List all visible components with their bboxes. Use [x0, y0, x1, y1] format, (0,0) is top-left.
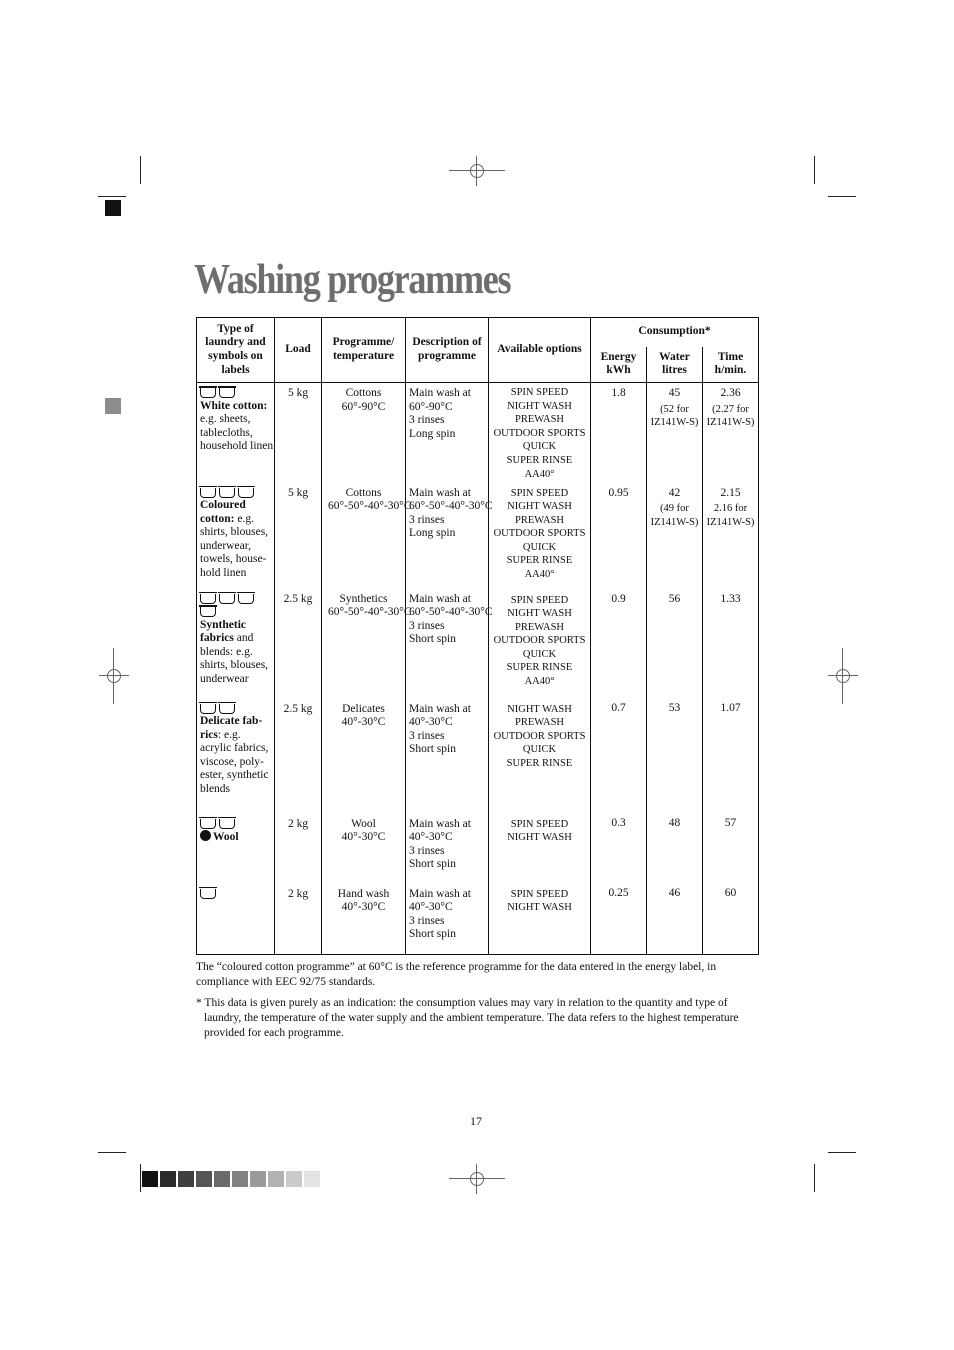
water-value: 42 [668, 486, 681, 499]
water-value: 45 [668, 387, 681, 399]
option-item: OUTDOOR SPORTS [493, 427, 586, 439]
cell-time: 60 [703, 885, 759, 955]
option-item: SPIN SPEED [510, 888, 569, 900]
header-load: Load [275, 318, 322, 383]
option-item: SPIN SPEED [510, 594, 569, 606]
wash-symbols-icon [200, 817, 274, 831]
option-item: SUPER RINSE [506, 757, 573, 769]
option-item: NIGHT WASH [507, 902, 572, 914]
cell-type [197, 815, 275, 885]
header-energy: Energy kWh [591, 347, 647, 383]
option-item: NIGHT WASH [507, 832, 572, 844]
cell-water: 46 [647, 885, 703, 955]
option-item: AA40° [524, 569, 555, 581]
cell-options [489, 590, 591, 700]
wash-symbols-icon [200, 386, 274, 400]
cell-energy: 0.7 [591, 700, 647, 815]
crop-mark [828, 1152, 856, 1153]
cell-programme: Cottons 60°-50°-40°-30°C [322, 484, 406, 590]
option-item: AA40° [524, 676, 555, 688]
cell-type [197, 484, 275, 590]
cell-programme: Cottons 60°-90°C [322, 383, 406, 484]
header-type: Type of laundry and symbols on labels [197, 318, 275, 383]
table-row [197, 885, 759, 955]
cell-energy: 0.25 [591, 885, 647, 955]
programmes-table [196, 317, 759, 955]
cell-time: 1.07 [703, 700, 759, 815]
reference-note: The “coloured cotton programme” at 60°C is the reference programme for the data entered in the energy label, in compliance with EEC 92/75 standards. [196, 961, 717, 988]
footnote: * This data is given purely as an indication: the consumption values may vary in relation to the quantity and type of laundry, the temperature of the water supply and the ambient temperature. The data refers to the highest temperature provided for each programme. [196, 997, 739, 1039]
type-bold: Wool [213, 831, 239, 844]
header-description: Description of programme [406, 318, 489, 383]
cell-water: 53 [647, 700, 703, 815]
crop-mark [828, 196, 856, 197]
table-row [197, 700, 759, 815]
option-item: QUICK [522, 648, 557, 660]
cell-type [197, 590, 275, 700]
option-item: SPIN SPEED [510, 387, 569, 398]
crop-mark [98, 1152, 126, 1153]
cell-options [489, 383, 591, 484]
cell-load: 2 kg [275, 885, 322, 955]
cell-time: 1.33 [703, 590, 759, 700]
water-note: (49 for IZ141W-S) [650, 503, 699, 528]
type-bold: White cotton: [200, 399, 268, 412]
cell-water: 56 [647, 590, 703, 700]
water-note: (52 for IZ141W-S) [650, 403, 699, 429]
cell-energy: 1.8 [591, 383, 647, 484]
cell-load: 2.5 kg [275, 700, 322, 815]
color-swatch [142, 1171, 158, 1187]
cell-energy: 0.95 [591, 484, 647, 590]
cell-description: Main wash at 40°-30°C 3 rinses Short spin [406, 700, 489, 815]
type-bold: Coloured cotton: [200, 499, 246, 525]
cell-programme: Synthetics 60°-50°-40°-30°C [322, 590, 406, 700]
time-value: 2.15 [720, 486, 741, 499]
cell-load: 2 kg [275, 815, 322, 885]
color-swatch [178, 1171, 194, 1187]
hand-wash-icon [200, 887, 274, 901]
cell-type [197, 885, 275, 955]
cell-time [703, 383, 759, 484]
option-item: SUPER RINSE [506, 454, 573, 466]
cell-water: 48 [647, 815, 703, 885]
crop-mark [140, 156, 141, 184]
table-row [197, 815, 759, 885]
crop-mark [98, 196, 126, 197]
crop-mark [814, 156, 815, 184]
option-item: NIGHT WASH [507, 501, 572, 513]
crop-mark [814, 1164, 815, 1192]
registration-mark [449, 156, 505, 186]
black-tab-marker [105, 200, 121, 216]
cell-options [489, 484, 591, 590]
option-item: SPIN SPEED [510, 818, 569, 830]
option-item: PREWASH [514, 514, 564, 526]
option-item: OUTDOOR SPORTS [493, 635, 586, 647]
cell-description: Main wash at 60°-50°-40°-30°C 3 rinses Short spin [406, 590, 489, 700]
table-row [197, 590, 759, 700]
cell-options [489, 815, 591, 885]
header-options: Available options [489, 318, 591, 383]
crop-mark [140, 1164, 141, 1192]
registration-mark [99, 648, 129, 704]
color-swatch [268, 1171, 284, 1187]
color-swatch [304, 1171, 320, 1187]
header-consumption: Consumption* [591, 318, 759, 347]
table-row [197, 484, 759, 590]
option-item: SUPER RINSE [506, 662, 573, 674]
table-row [197, 383, 759, 484]
color-swatch [232, 1171, 248, 1187]
cell-load: 5 kg [275, 383, 322, 484]
cell-water [647, 484, 703, 590]
time-note: (2.27 for IZ141W-S) [706, 403, 755, 429]
wash-symbols-icon [200, 486, 274, 500]
option-item: PREWASH [514, 717, 564, 729]
color-swatch [196, 1171, 212, 1187]
page-title: Washing programmes [194, 257, 511, 303]
header-time: Time h/min. [703, 347, 759, 383]
cell-options [489, 885, 591, 955]
cell-programme: Hand wash 40°-30°C [322, 885, 406, 955]
option-item: OUTDOOR SPORTS [493, 528, 586, 540]
cell-description: Main wash at 60°-90°C 3 rinses Long spin [406, 383, 489, 484]
option-item: PREWASH [514, 621, 564, 633]
cell-description: Main wash at 60°-50°-40°-30°C 3 rinses Long spin [406, 484, 489, 590]
cell-type [197, 700, 275, 815]
color-swatch [214, 1171, 230, 1187]
cell-load: 2.5 kg [275, 590, 322, 700]
option-item: SUPER RINSE [506, 555, 573, 567]
time-note: 2.16 for IZ141W-S) [706, 503, 755, 528]
color-swatch [286, 1171, 302, 1187]
option-item: PREWASH [514, 414, 564, 426]
type-text: e.g. sheets, tablecloths, household linen [200, 413, 274, 453]
cell-description: Main wash at 40°-30°C 3 rinses Short spin [406, 885, 489, 955]
cell-description: Main wash at 40°-30°C 3 rinses Short spin [406, 815, 489, 885]
type-bold: Delicate fab-rics [200, 715, 263, 741]
option-item: NIGHT WASH [507, 400, 572, 412]
cell-load: 5 kg [275, 484, 322, 590]
time-value: 2.36 [720, 387, 741, 399]
cell-programme: Wool 40°-30°C [322, 815, 406, 885]
option-item: AA40° [524, 468, 555, 480]
option-item: NIGHT WASH [507, 703, 572, 715]
type-bold: Synthetic fabrics [200, 618, 246, 645]
color-swatch [250, 1171, 266, 1187]
cell-options [489, 700, 591, 815]
cell-energy: 0.3 [591, 815, 647, 885]
option-item: QUICK [522, 441, 557, 453]
registration-mark [449, 1164, 505, 1194]
grey-tab-marker [105, 398, 121, 414]
color-swatch [160, 1171, 176, 1187]
type-text: e.g. shirts, blouses, underwear, towels, house-hold linen [200, 512, 269, 580]
cell-programme: Delicates 40°-30°C [322, 700, 406, 815]
option-item: OUTDOOR SPORTS [493, 730, 586, 742]
type-text: and blends: e.g. shirts, blouses, underwear [200, 632, 269, 686]
option-item: NIGHT WASH [507, 608, 572, 620]
wool-mark-icon [200, 830, 211, 841]
cell-energy: 0.9 [591, 590, 647, 700]
page-number: 17 [470, 1114, 482, 1128]
option-item: QUICK [522, 744, 557, 756]
wash-symbols-icon [200, 702, 274, 716]
option-item: SPIN SPEED [510, 487, 569, 499]
wash-symbols-icon [200, 592, 274, 619]
option-item: QUICK [522, 541, 557, 553]
header-programme: Programme/ temperature [322, 318, 406, 383]
type-text: : e.g. acrylic fabrics, viscose, poly-ester, synthetic blends [200, 728, 269, 796]
cell-time: 57 [703, 815, 759, 885]
registration-mark [828, 648, 858, 704]
cell-type [197, 383, 275, 484]
header-water: Water litres [647, 347, 703, 383]
cell-water [647, 383, 703, 484]
cell-time [703, 484, 759, 590]
